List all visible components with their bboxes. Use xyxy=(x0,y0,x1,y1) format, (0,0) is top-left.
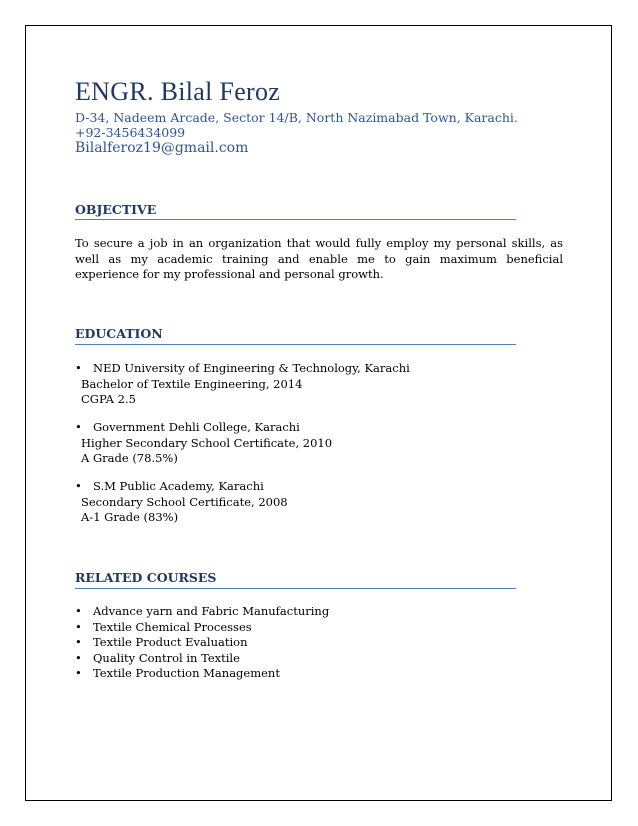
course-item xyxy=(75,604,329,620)
candidate-name: ENGR. Bilal Feroz xyxy=(75,77,281,106)
course-item xyxy=(75,635,247,651)
institution-name: Government Dehli College, Karachi xyxy=(93,420,300,434)
bullet-icon: • xyxy=(75,420,82,434)
bullet-icon: • xyxy=(75,620,82,634)
education-heading: EDUCATION xyxy=(75,326,163,341)
course-label: Textile Product Evaluation xyxy=(93,635,248,649)
bullet-icon: • xyxy=(75,604,82,618)
course-item xyxy=(75,651,240,667)
institution-name: NED University of Engineering & Technology, Karachi xyxy=(93,361,410,375)
degree: Bachelor of Textile Engineering, 2014 xyxy=(81,376,303,391)
result: A-1 Grade (83%) xyxy=(81,510,179,524)
phone-number: +92-3456434099 xyxy=(75,125,186,140)
address: D-34, Nadeem Arcade, Sector 14/B, North Nazimabad Town, Karachi. xyxy=(75,110,518,125)
course-label: Textile Production Management xyxy=(93,666,280,680)
bullet-icon: • xyxy=(75,651,82,665)
course-label: Quality Control in Textile xyxy=(93,651,240,665)
course-item xyxy=(75,666,280,682)
result: CGPA 2.5 xyxy=(81,392,136,406)
bullet-icon: • xyxy=(75,666,82,680)
email-address: Bilalferoz19@gmail.com xyxy=(75,140,249,156)
bullet-icon: • xyxy=(75,479,82,493)
institution-name: S.M Public Academy, Karachi xyxy=(93,479,264,493)
degree: Secondary School Certificate, 2008 xyxy=(81,494,288,509)
bullet-icon: • xyxy=(75,361,82,375)
course-label: Advance yarn and Fabric Manufacturing xyxy=(93,604,330,618)
courses-rule xyxy=(75,588,516,589)
course-item xyxy=(75,620,252,636)
degree: Higher Secondary School Certificate, 2010 xyxy=(81,435,333,450)
courses-heading: RELATED COURSES xyxy=(75,570,217,585)
objective-heading: OBJECTIVE xyxy=(75,202,157,217)
objective-text: To secure a job in an organization that would fully employ my personal skills, as well as my academic training and enable me to gain maximum beneficial experience for my professional and personal growth. xyxy=(75,236,563,281)
bullet-icon: • xyxy=(75,635,82,649)
objective-rule xyxy=(75,219,516,220)
education-rule xyxy=(75,344,516,345)
course-label: Textile Chemical Processes xyxy=(93,620,252,634)
result: A Grade (78.5%) xyxy=(81,451,178,465)
